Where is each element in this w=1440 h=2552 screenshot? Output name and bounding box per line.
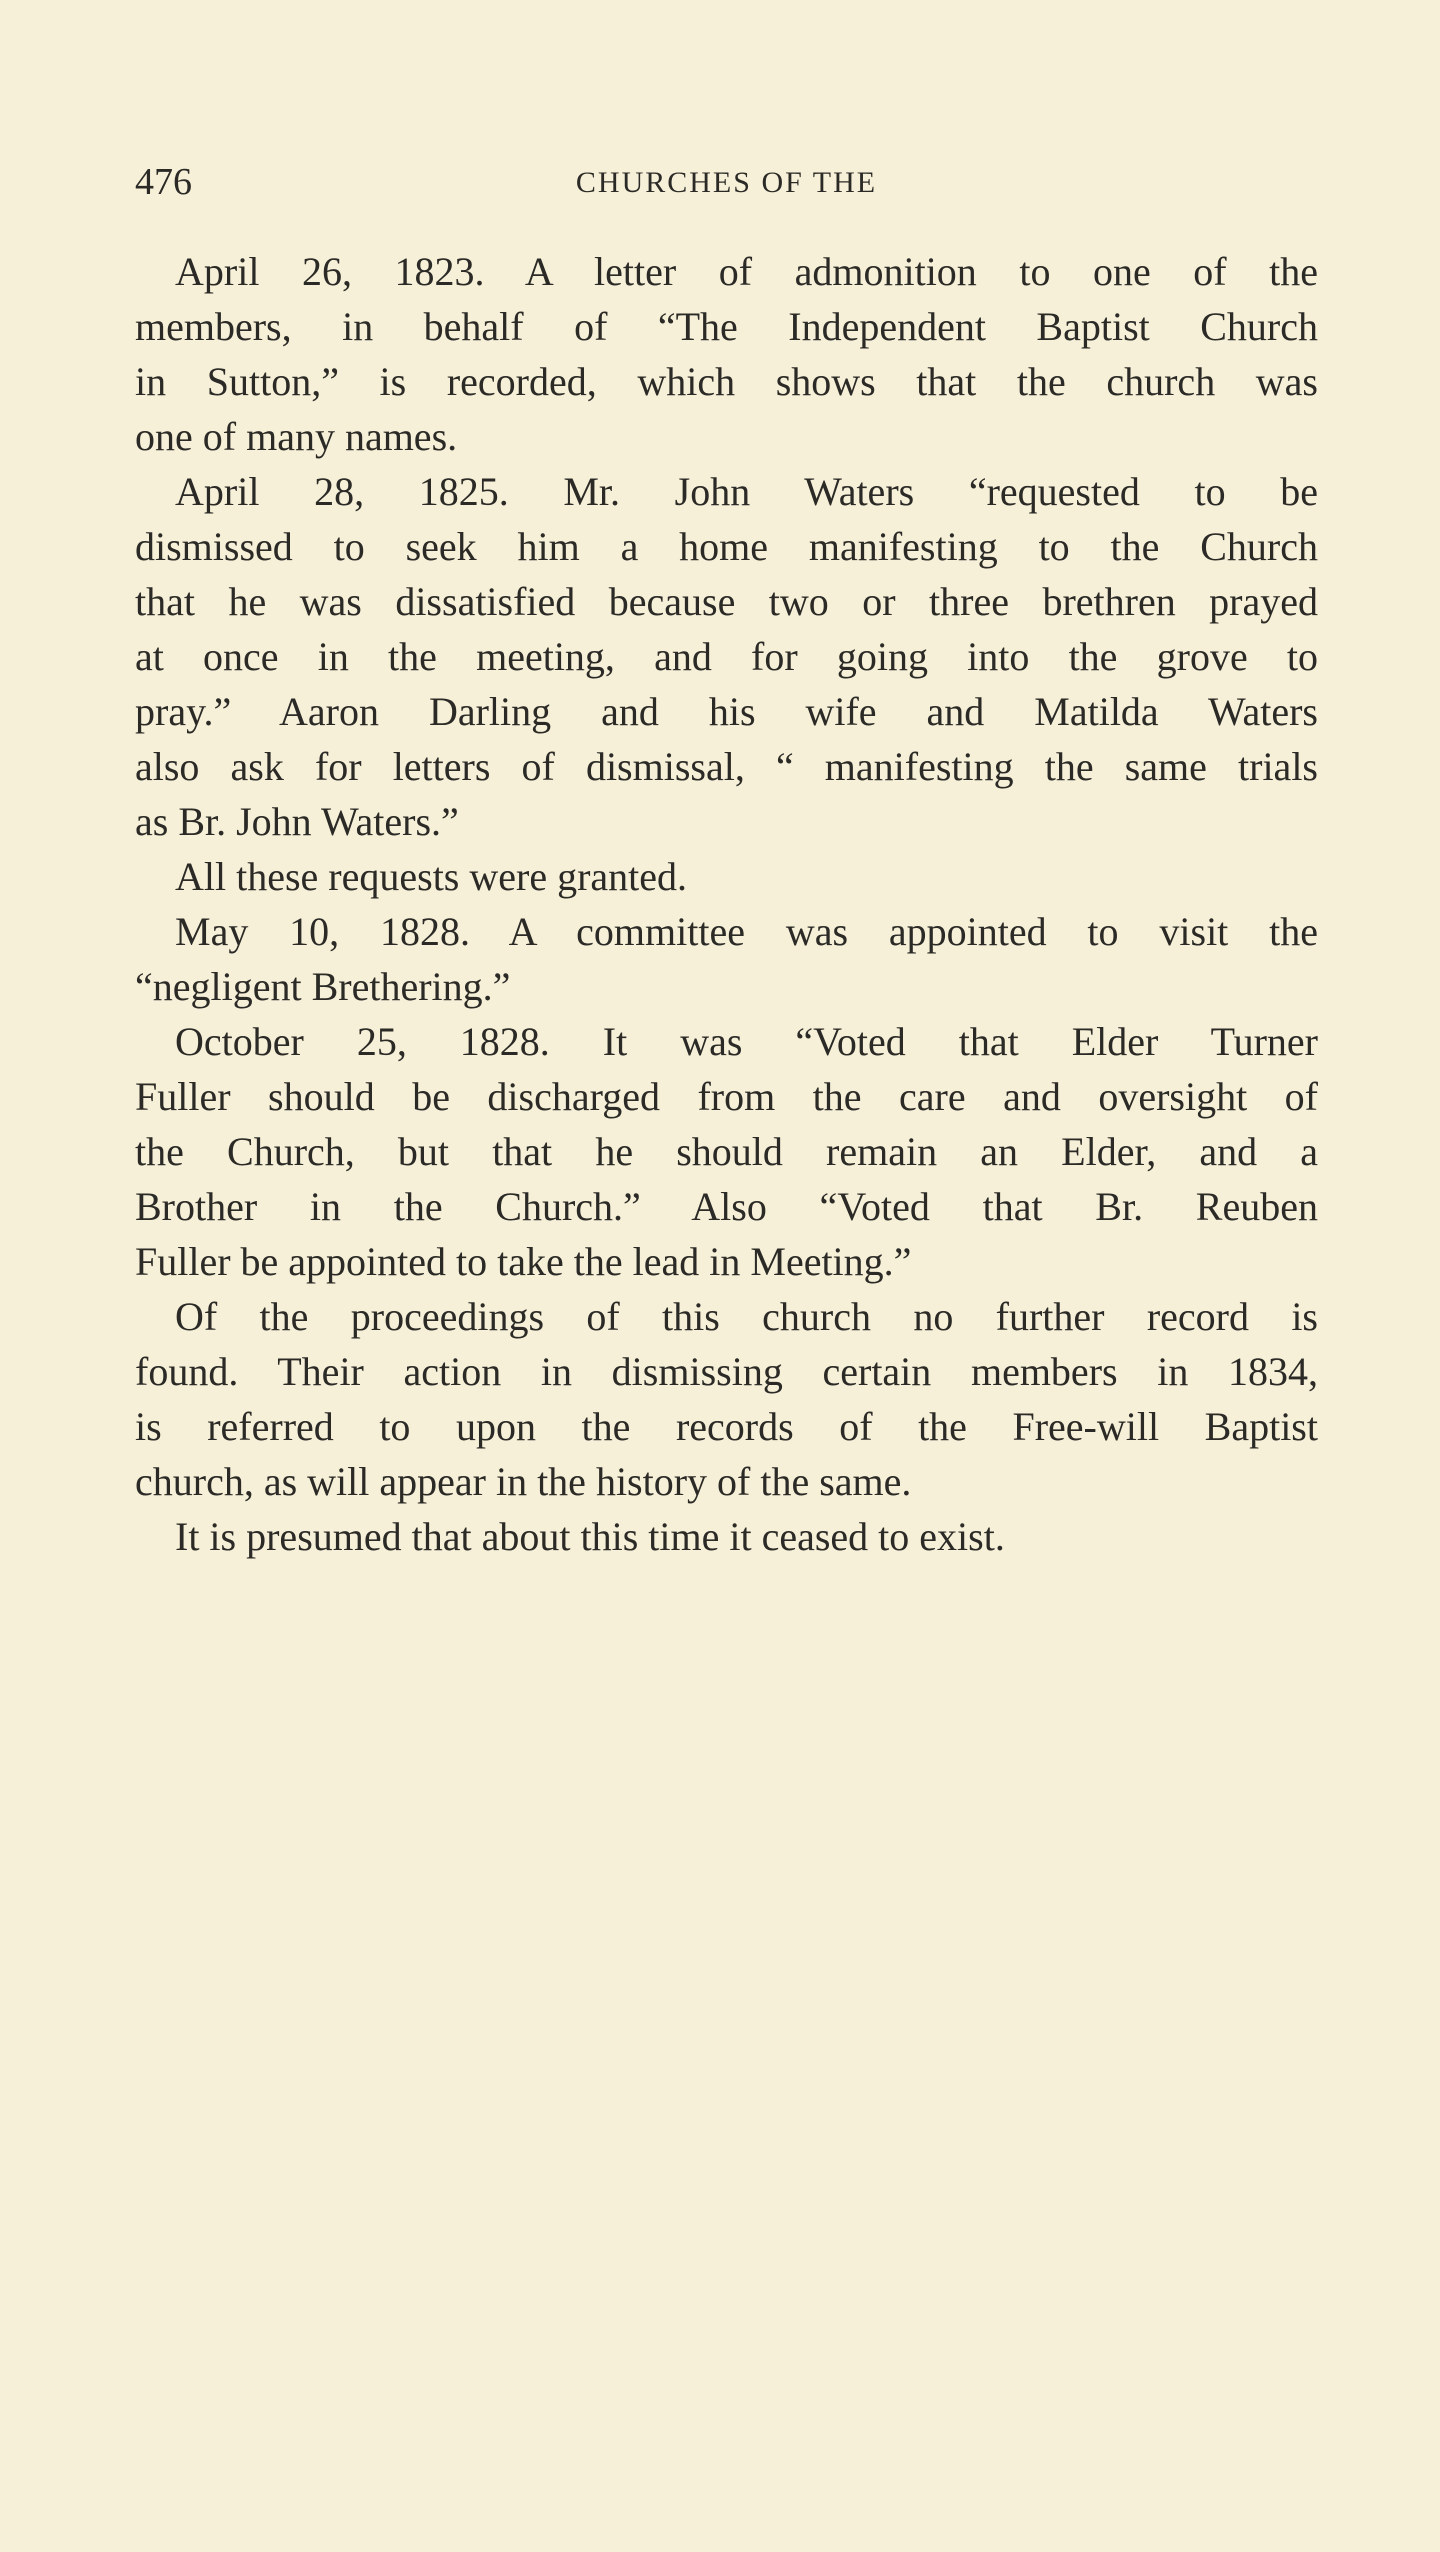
text-line: April 28, 1825. Mr. John Waters “requested to be (175, 469, 1318, 514)
text-line: pray.” Aaron Darling and his wife and Matilda Waters (135, 689, 1318, 734)
text-line: the Church, but that he should remain an Elder, and a (135, 1129, 1318, 1174)
text-line: in Sutton,” is recorded, which shows that the church was (135, 359, 1318, 404)
running-head (135, 160, 1318, 210)
text-line: is referred to upon the records of the Free-will Baptist (135, 1404, 1318, 1449)
text-line: Fuller be appointed to take the lead in Meeting.” (135, 1239, 912, 1284)
page-body (135, 244, 1318, 1564)
text-line: It is presumed that about this time it ceased to exist. (175, 1514, 1005, 1559)
text-line: Of the proceedings of this church no further record is (175, 1294, 1318, 1339)
running-title: CHURCHES OF THE (575, 166, 878, 199)
text-line: dismissed to seek him a home manifesting to the Church (135, 524, 1318, 569)
text-line: one of many names. (135, 414, 458, 459)
text-line: as Br. John Waters.” (135, 799, 459, 844)
paragraph (135, 1509, 1318, 1564)
text-line: that he was dissatisfied because two or three brethren prayed (135, 579, 1318, 624)
text-line: members, in behalf of “The Independent Baptist Church (135, 304, 1318, 349)
text-line: church, as will appear in the history of the same. (135, 1459, 912, 1504)
text-line: Brother in the Church.” Also “Voted that Br. Reuben (135, 1184, 1318, 1229)
text-line: All these requests were granted. (175, 854, 688, 899)
text-line: “negligent Brethering.” (135, 964, 511, 1009)
paragraph (135, 244, 1318, 464)
paragraph (135, 464, 1318, 849)
text-line: Fuller should be discharged from the care and oversight of (135, 1074, 1318, 1119)
text-line: October 25, 1828. It was “Voted that Elder Turner (175, 1019, 1318, 1064)
text-line: May 10, 1828. A committee was appointed to visit the (175, 909, 1318, 954)
text-line: April 26, 1823. A letter of admonition to one of the (175, 249, 1318, 294)
paragraph (135, 1289, 1318, 1509)
text-line: found. Their action in dismissing certain members in 1834, (135, 1349, 1318, 1394)
page-number: 476 (135, 161, 192, 203)
paragraph (135, 904, 1318, 1014)
text-line: also ask for letters of dismissal, “ manifesting the same trials (135, 744, 1318, 789)
paragraph (135, 849, 1318, 904)
paragraph (135, 1014, 1318, 1289)
text-line: at once in the meeting, and for going into the grove to (135, 634, 1318, 679)
